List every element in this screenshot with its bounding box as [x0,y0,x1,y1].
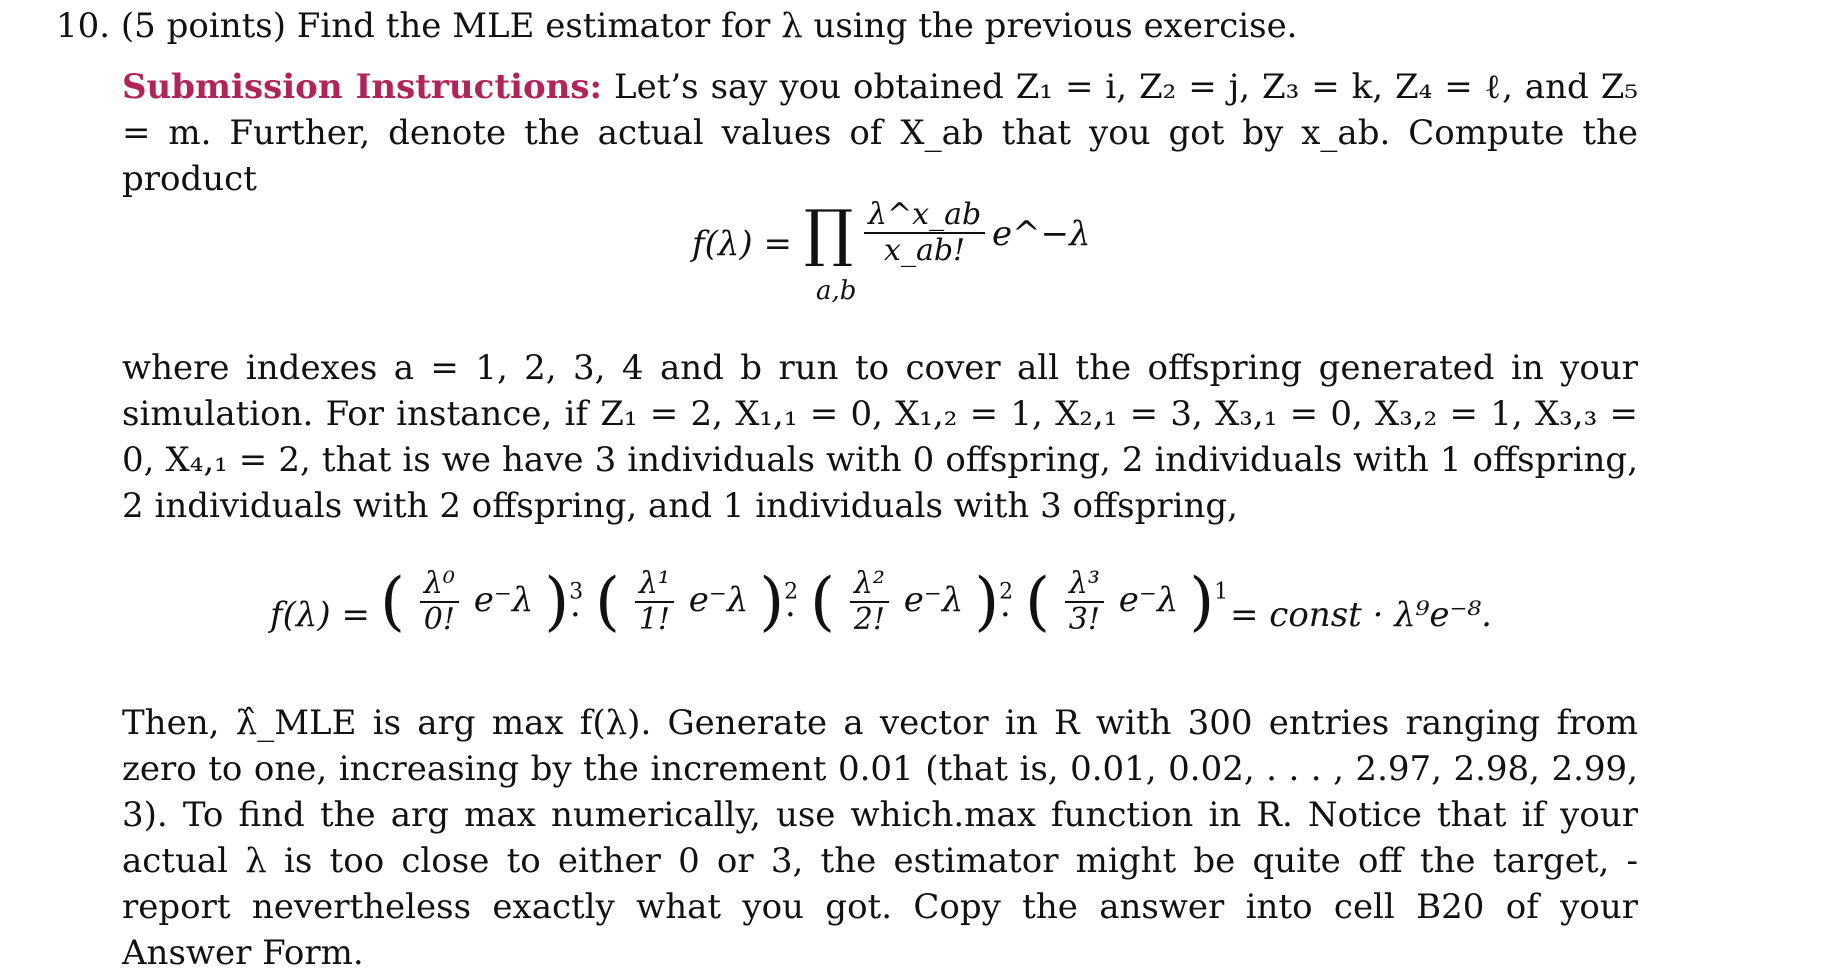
formula1-denominator: x_ab! [864,232,985,268]
dot-1: · [785,595,796,635]
term-2-fraction: $\frac{\text{λ²}}{2!}$ [850,567,889,637]
term-3: ( $\frac{\text{λ³}}{3!}$ e⁻λ )$^1$ [1025,565,1229,639]
term-1: ( $\frac{\text{λ¹}}{1!}$ e⁻λ )$^2$ [595,565,799,639]
problem-title: (5 points) Find the MLE estimator for λ using the previous exercise. [120,6,1298,46]
term-3-fraction: $\frac{\text{λ³}}{3!}$ [1065,567,1104,637]
term-1-fraction: $\frac{\text{λ¹}}{1!}$ [635,567,674,637]
term-2-exponent: 2 [999,579,1014,605]
term-0-fraction: $\frac{\text{λ⁰}}{0!}$ [420,567,459,637]
product-symbol: ∏ [804,196,854,269]
term-0-exponent: 3 [569,579,584,605]
formula2-rhs: = const · λ⁹e⁻⁸. [1230,595,1492,635]
formula1-numerator: λ^x_ab [868,197,982,232]
dot-2: · [1000,595,1011,635]
formula2-lhs: f(λ) = [270,595,370,635]
formula1-exp-term: e^−λ [992,214,1091,254]
term-3-exponent: 1 [1214,579,1229,605]
term-2: ( $\frac{\text{λ²}}{2!}$ e⁻λ )$^2$ [810,565,1014,639]
formula1-lhs: f(λ) = [692,224,792,264]
term-0: ( $\frac{\text{λ⁰}}{0!}$ e⁻λ )$^3$ [380,565,584,639]
product-index: a,b [816,276,857,306]
problem-number: 10. [56,6,111,46]
submission-paragraph [122,64,1638,202]
submission-label: Submission Instructions: [122,67,603,107]
problem-header [56,4,1298,48]
dot-0: · [570,595,581,635]
example-paragraph: where indexes a = 1, 2, 3, 4 and b run to cover all the offspring generated in your simulation. For instance, if Z₁ = 2, X₁,₁ = 0, X₁,₂ = 1, X₂,₁ = 3, X₃,₁ = 0, X₃,₂ = 1, X₃,₃ = 0, X₄,₁ = 2, that is we have 3 individuals with 0 offspring, 2 individuals with 1 offspring, 2 individuals with 2 offspring, and 1 individuals with 3 offspring, [122,348,1638,526]
formula1-fraction [864,198,985,268]
term-1-exponent: 2 [784,579,799,605]
example-formula [270,565,1600,675]
product-formula [692,190,1212,320]
instructions-paragraph: Then, λ̂_MLE is arg max f(λ). Generate a vector in R with 300 entries ranging from zero to one, increasing by the increment 0.01 (that is, 0.01, 0.02, . . . , 2.97, 2.98, 2.99, 3). To find the arg max numerically, use which.max function in R. Notice that if your actual λ is too close to either 0 or 3, the estimator might be quite off the target, - report nevertheless exactly what you got. Copy the answer into cell B20 of your Answer Form. [122,703,1638,973]
submission-text: Let’s say you obtained Z₁ = i, Z₂ = j, Z₃ = k, Z₄ = ℓ, and Z₅ = m. Further, denote the actual values of X_ab that you got by x_ab. Compute the product [122,67,1639,199]
